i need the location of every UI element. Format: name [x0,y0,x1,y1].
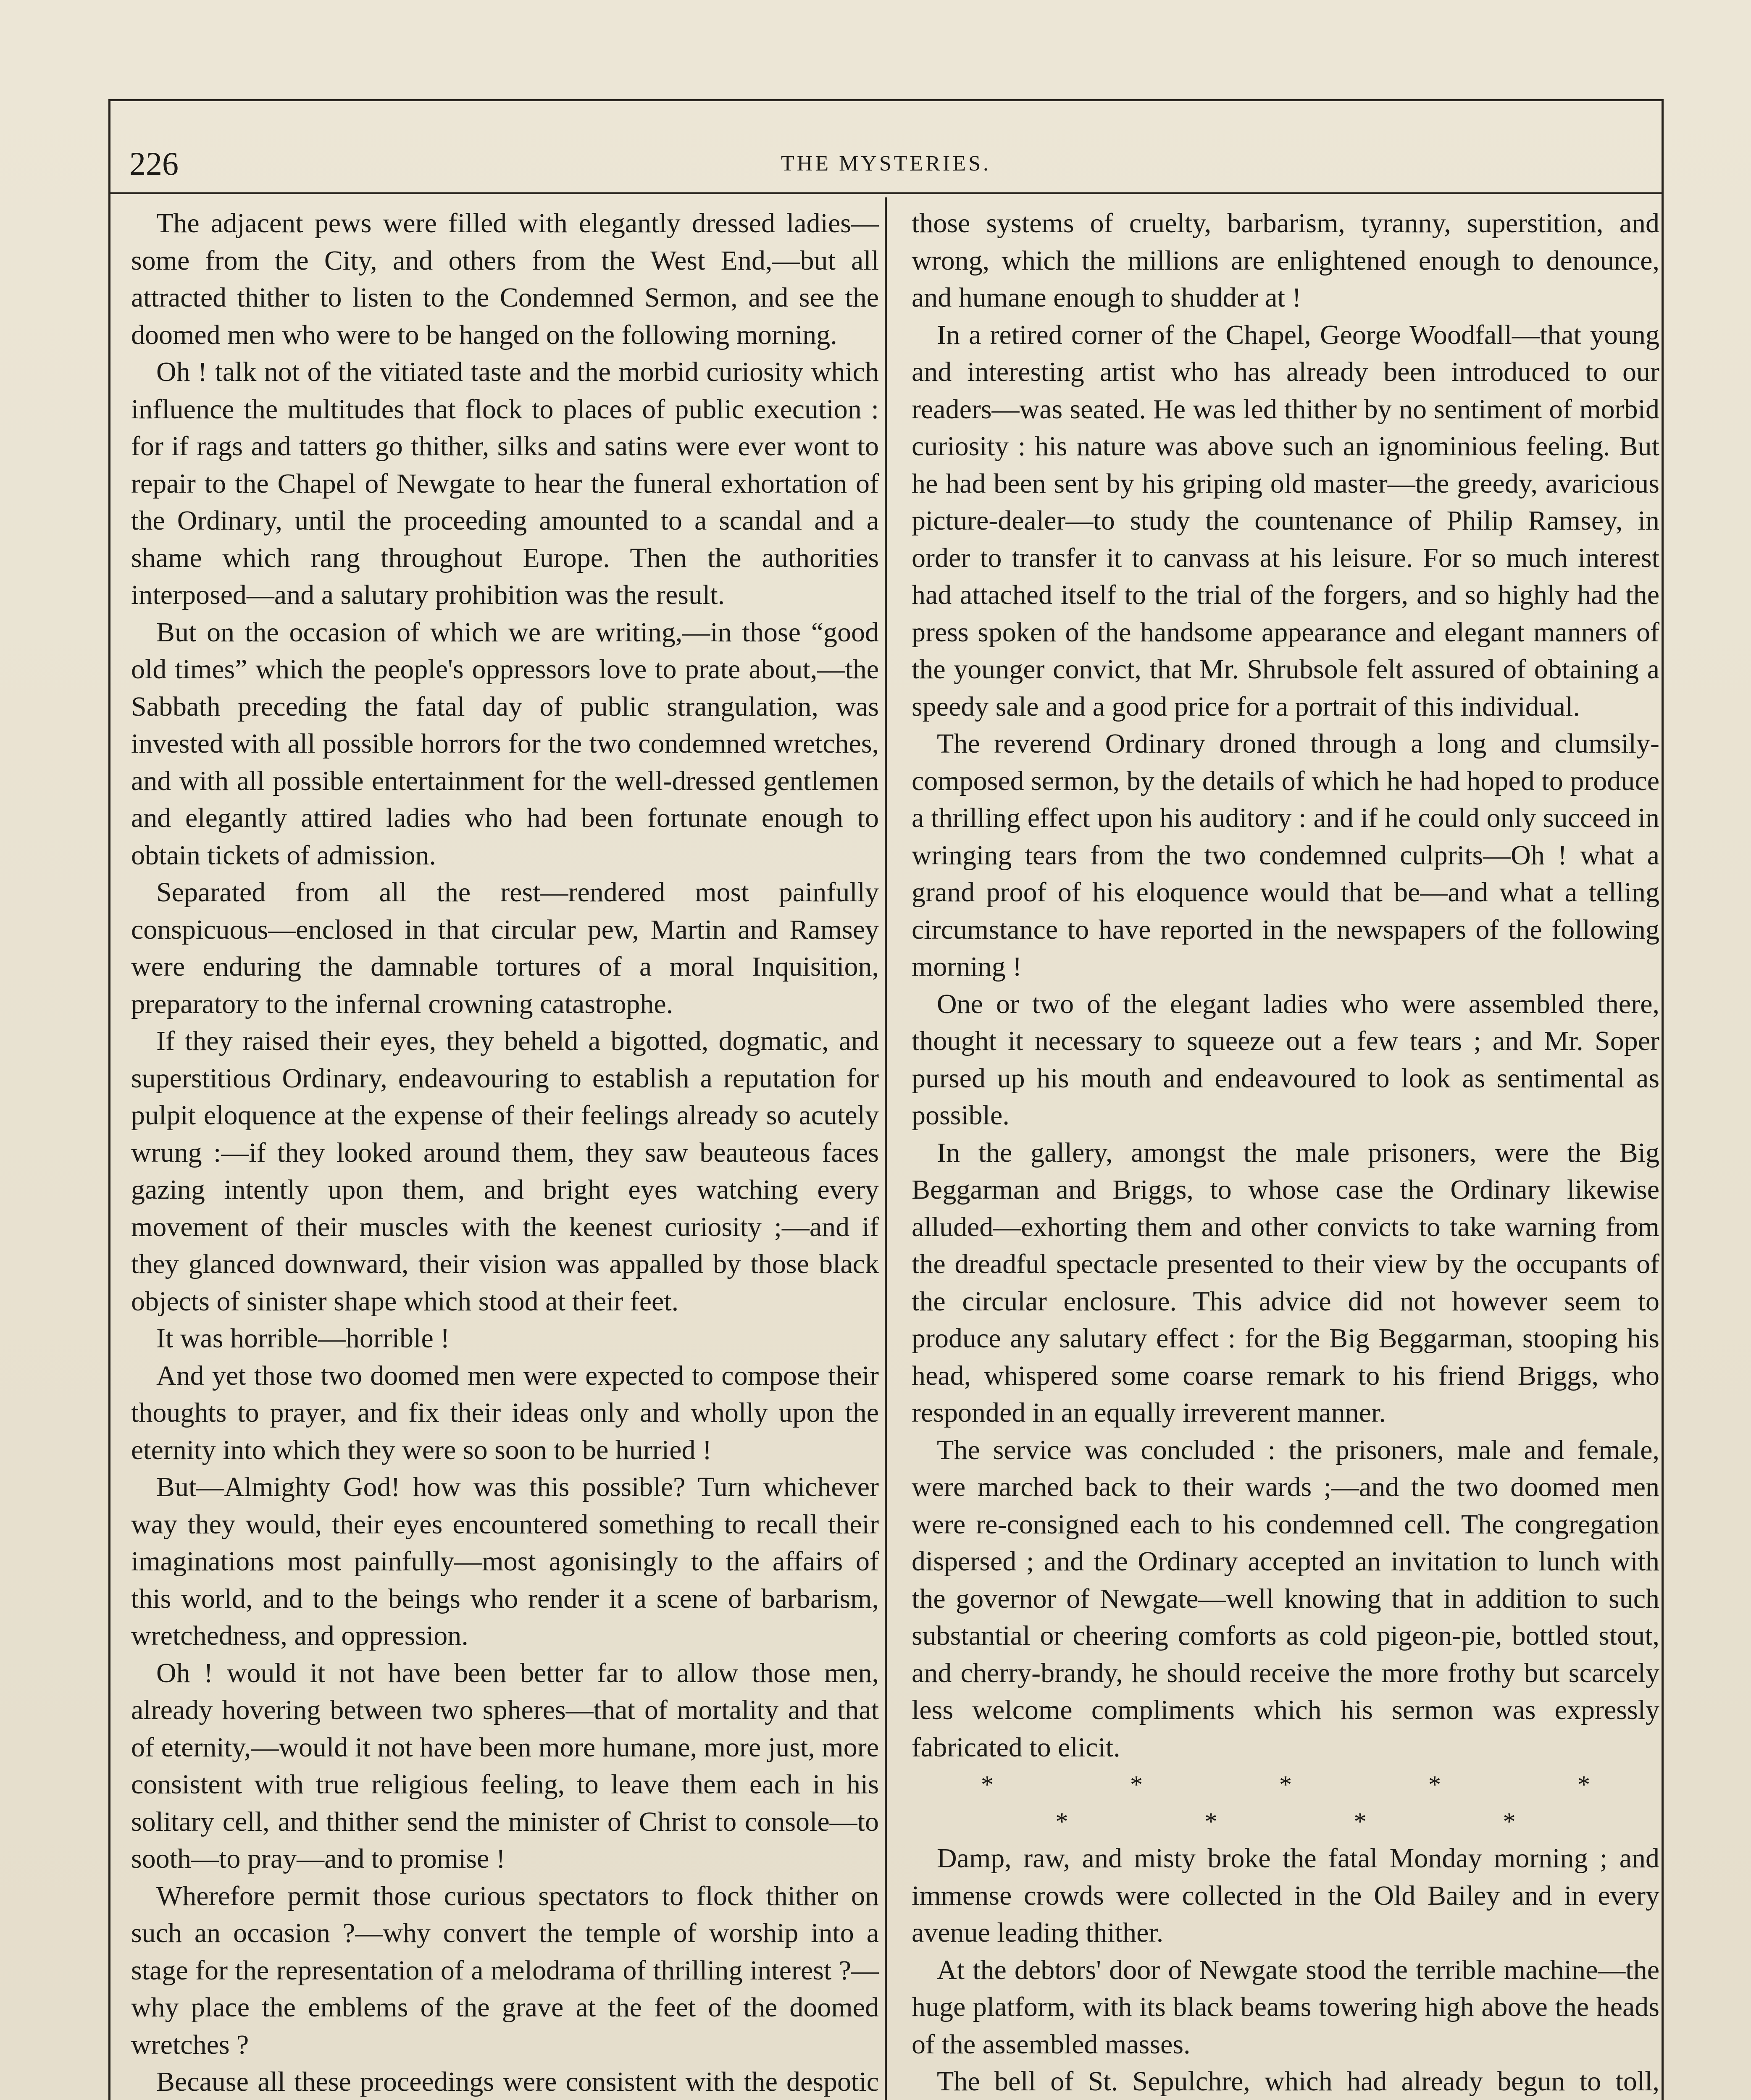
header-rule [108,192,1664,194]
star: * [1577,1771,1590,1798]
star: * [1055,1808,1068,1835]
right-column [912,205,1659,2100]
section-break-stars [912,1766,1659,1803]
paragraph: At the debtors' door of Newgate stood the terrible machine—the huge platform, with its black beams towering high above the heads of the assembled masses. [912,1954,1659,2060]
paragraph: The service was concluded : the prisoners, male and female, were marched back to their wards ;—and the two doomed men were re-consigned each to his condemned cell. The congregation dispersed ; and the Ordinary accepted an invitation to lunch with the governor of Newgate—well knowing that in addition to such substantial or cheering comforts as cold pigeon-pie, bottled stout, and cherry-brandy, he should receive the more frothy but scarcely less welcome compliments which his sermon was expressly fabricated to elicit. [912,1434,1659,1763]
left-column [131,205,879,2100]
section-break-stars [912,1803,1659,1840]
paragraph: Oh ! talk not of the vitiated taste and the morbid curiosity which influence the multitudes that flock to places of public execution : for if rags and tatters go thither, silks and satins were ever wont to repair to the Chapel of Newgate to hear the funeral exhortation of the Ordinary, until the proceeding amounted to a scandal and a shame which rang throughout Europe. Then the authorities interposed—and a salutary prohibition was the result. [131,357,879,610]
star: * [1130,1771,1143,1798]
paragraph: In a retired corner of the Chapel, George Woodfall—that young and interesting artist who has already been introduced to our readers—was seated. He was led thither by no sentiment of morbid curiosity : his nature was above such an ignominious feeling. But he had been sent by his griping old master—the greedy, avaricious picture-dealer—to study the countenance of Philip Ramsey, in order to transfer it to canvass at his leisure. For so much interest had attached itself to the trial of the forgers, and so highly had the press spoken of the handsome appearance and elegant manners of the younger convict, that Mr. Shrubsole felt assured of obtaining a speedy sale and a good price for a portrait of this individual. [912,319,1659,722]
paragraph: In the gallery, amongst the male prisoners, were the Big Beggarman and Briggs, to whose case the Ordinary likewise alluded—exhorting them and other convicts to take warning from the dreadful spectacle presented to their view by the occupants of the circular enclosure. This advice did not however seem to produce any salutary effect : for the Big Beggarman, stooping his head, whispered some coarse remark to his friend Briggs, who responded in an equally irreverent manner. [912,1137,1659,1428]
paragraph: The bell of St. Sepulchre, which had already begun to toll, [937,2066,1659,2097]
paragraph: The adjacent pews were filled with elegantly dressed ladies—some from the City, and others from the West End,—but all attracted thither to listen to the Condemned Sermon, and see the doomed men who were to be hanged on the following morning. [131,208,879,350]
paragraph: But on the occasion of which we are writing,—in those “good old times” which the people's oppressors love to prate about,—the Sabbath preceding the fatal day of public strangulation, was invested with all possible horrors for the two condemned wretches, and with all possible entertainment for the well-dressed gentlemen and elegantly attired ladies who had been fortunate enough to obtain tickets of admission. [131,617,879,871]
paragraph: If they raised their eyes, they beheld a bigotted, dogmatic, and superstitious Ordinary, endeavouring to establish a reputation for pulpit eloquence at the expense of their feelings already so acutely wrung :—if they looked around them, they saw beauteous faces gazing intently upon them, and bright eyes watching every movement of their muscles with the keenest curiosity ;—and if they glanced downward, their vision was appalled by those black objects of sinister shape which stood at their feet. [131,1026,879,1317]
paragraph: Separated from all the rest—rendered most painfully conspicuous—enclosed in that circular pew, Martin and Ramsey were enduring the damnable tortures of a moral Inquisition, preparatory to the infernal crowning catastrophe. [131,877,879,1019]
page-header [108,139,1664,189]
paragraph: But—Almighty God! how was this possible? Turn whichever way they would, their eyes encountered something to recall their imaginations most painfully—most agonisingly to the affairs of this world, and to the beings who render it a scene of barbarism, wretchedness, and oppression. [131,1472,879,1651]
paragraph: Wherefore permit those curious spectators to flock thither on such an occasion ?—why convert the temple of worship into a stage for the representation of a melodrama of thrilling interest ?—why place the emblems of the grave at the feet of the doomed wretches ? [131,1880,879,2060]
running-head: THE MYSTERIES. [781,152,991,176]
paragraph: those systems of cruelty, barbarism, tyranny, superstition, and wrong, which the millions are enlightened enough to denounce, and humane enough to shudder at ! [912,208,1659,313]
paragraph: Damp, raw, and misty broke the fatal Monday morning ; and immense crowds were collected in the Old Bailey and in every avenue leading thither. [912,1843,1659,1948]
paragraph: Because all these proceedings were consistent with the despotic [156,2066,879,2097]
page-number: 226 [129,145,179,182]
paragraph: It was horrible—horrible ! [156,1323,450,1354]
paragraph: Oh ! would it not have been better far to allow those men, already hovering between two spheres—that of mortality and that of eternity,—would it not have been more humane, more just, more consistent with true religious feeling, to leave them each in his solitary cell, and thither send the minister of Christ to console—to sooth—to pray—and to promise ! [131,1657,879,1874]
star: * [1428,1771,1441,1798]
star: * [1279,1771,1292,1798]
column-divider [885,197,887,2100]
star: * [1503,1808,1516,1835]
star: * [1354,1808,1367,1835]
paragraph: The reverend Ordinary droned through a long and clumsily-composed sermon, by the details of which he had hoped to produce a thrilling effect upon his auditory : and if he could only succeed in wringing tears from the two condemned culprits—Oh ! what a grand proof of his eloquence would that be—and what a telling circumstance to have reported in the newspapers of the following morning ! [912,728,1659,982]
paragraph: One or two of the elegant ladies who were assembled there, thought it necessary to squeeze out a few tears ; and Mr. Soper pursed up his mouth and endeavoured to look as sentimental as possible. [912,988,1659,1131]
star: * [981,1771,994,1798]
star: * [1204,1808,1217,1835]
paragraph: And yet those two doomed men were expected to compose their thoughts to prayer, and fix their ideas only and wholly upon the eternity into which they were so soon to be hurried ! [131,1360,879,1465]
